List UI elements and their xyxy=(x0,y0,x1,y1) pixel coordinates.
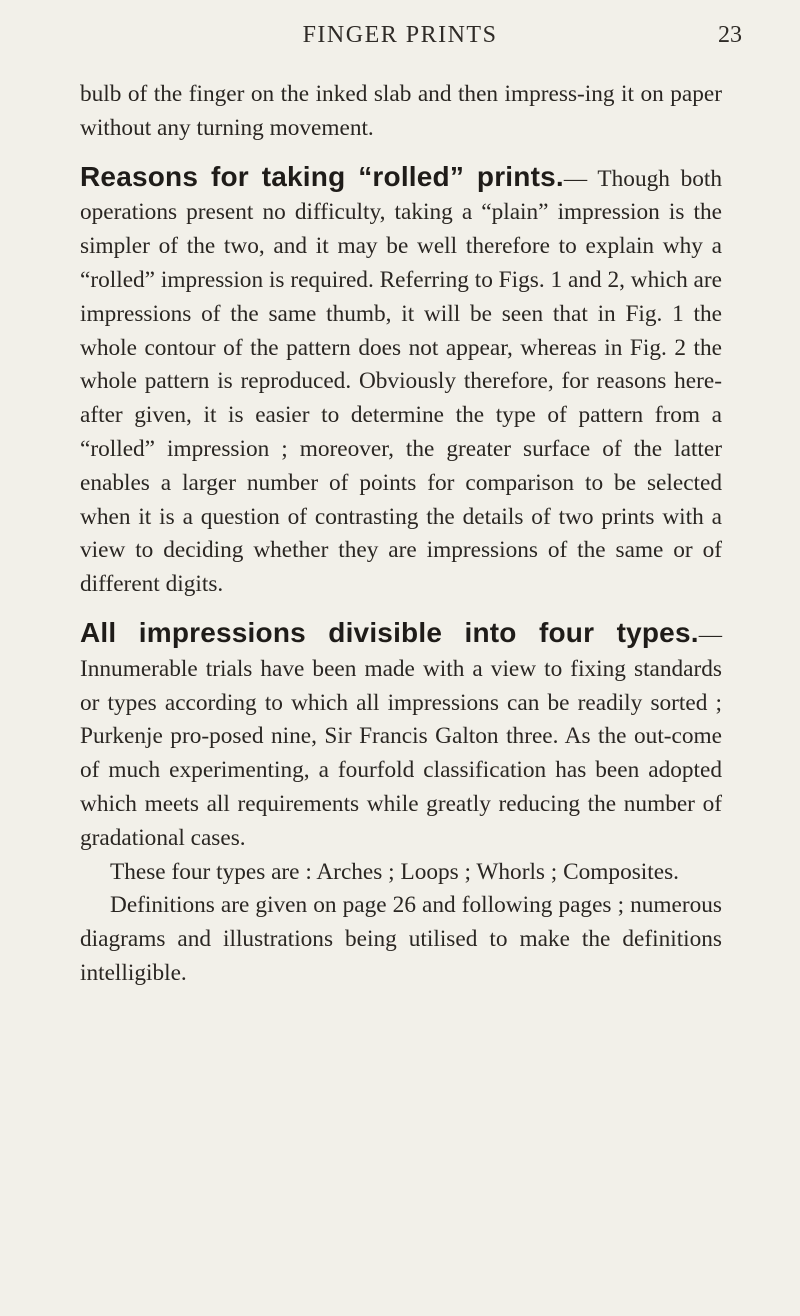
paragraph-text: — Though both operations present no difficulty, taking a “plain” impression is the simpler of the two, and it may be well therefore to explain why a “rolled” impression is required. Referring to Figs. 1 and 2, which are impressions of the same thumb, it will be seen that in Fig. 1 the whole contour of the pattern does not appear, whereas in Fig. 2 the whole pattern is reproduced. Obviously therefore, for reasons here-after given, it is easier to determine the type of pattern from a “rolled” impression ; moreover, the greater surface of the latter enables a larger number of points for comparison to be selected when it is a question of contrasting the details of two prints with a view to deciding whether they are impressions of the same or of different digits. xyxy=(80,165,722,598)
paragraph-four-types xyxy=(80,616,722,856)
paragraph-rolled-prints xyxy=(80,160,722,602)
paragraph-text: Definitions are given on page 26 and following pages ; numerous diagrams and illustrations being utilised to make the definitions intelligible. xyxy=(80,892,722,986)
paragraph-types-list xyxy=(80,856,722,890)
paragraph-text: These four types are : Arches ; Loops ; Whorls ; Composites. xyxy=(110,858,679,885)
section-heading-four-types: All impressions divisible into four types. xyxy=(80,616,699,648)
paragraph-definitions xyxy=(80,889,722,990)
page-number: 23 xyxy=(718,22,742,48)
running-title: FINGER PRINTS xyxy=(302,22,498,48)
page-header xyxy=(0,22,800,58)
paragraph-continuation xyxy=(80,78,722,146)
section-heading-rolled-prints: Reasons for taking “rolled” prints. xyxy=(80,160,564,192)
body-text xyxy=(80,78,722,991)
paragraph-text: bulb of the finger on the inked slab and then impress-ing it on paper without any turning movement. xyxy=(80,81,722,141)
paragraph-text: —Innumerable trials have been made with a view to fixing standards or types according to which all impressions can be readily sorted ; Purkenje pro-posed nine, Sir Francis Galton three. As the out-come of much experimenting, a fourfold classification has been adopted which meets all requirements while greatly reducing the number of gradational cases. xyxy=(80,621,722,851)
